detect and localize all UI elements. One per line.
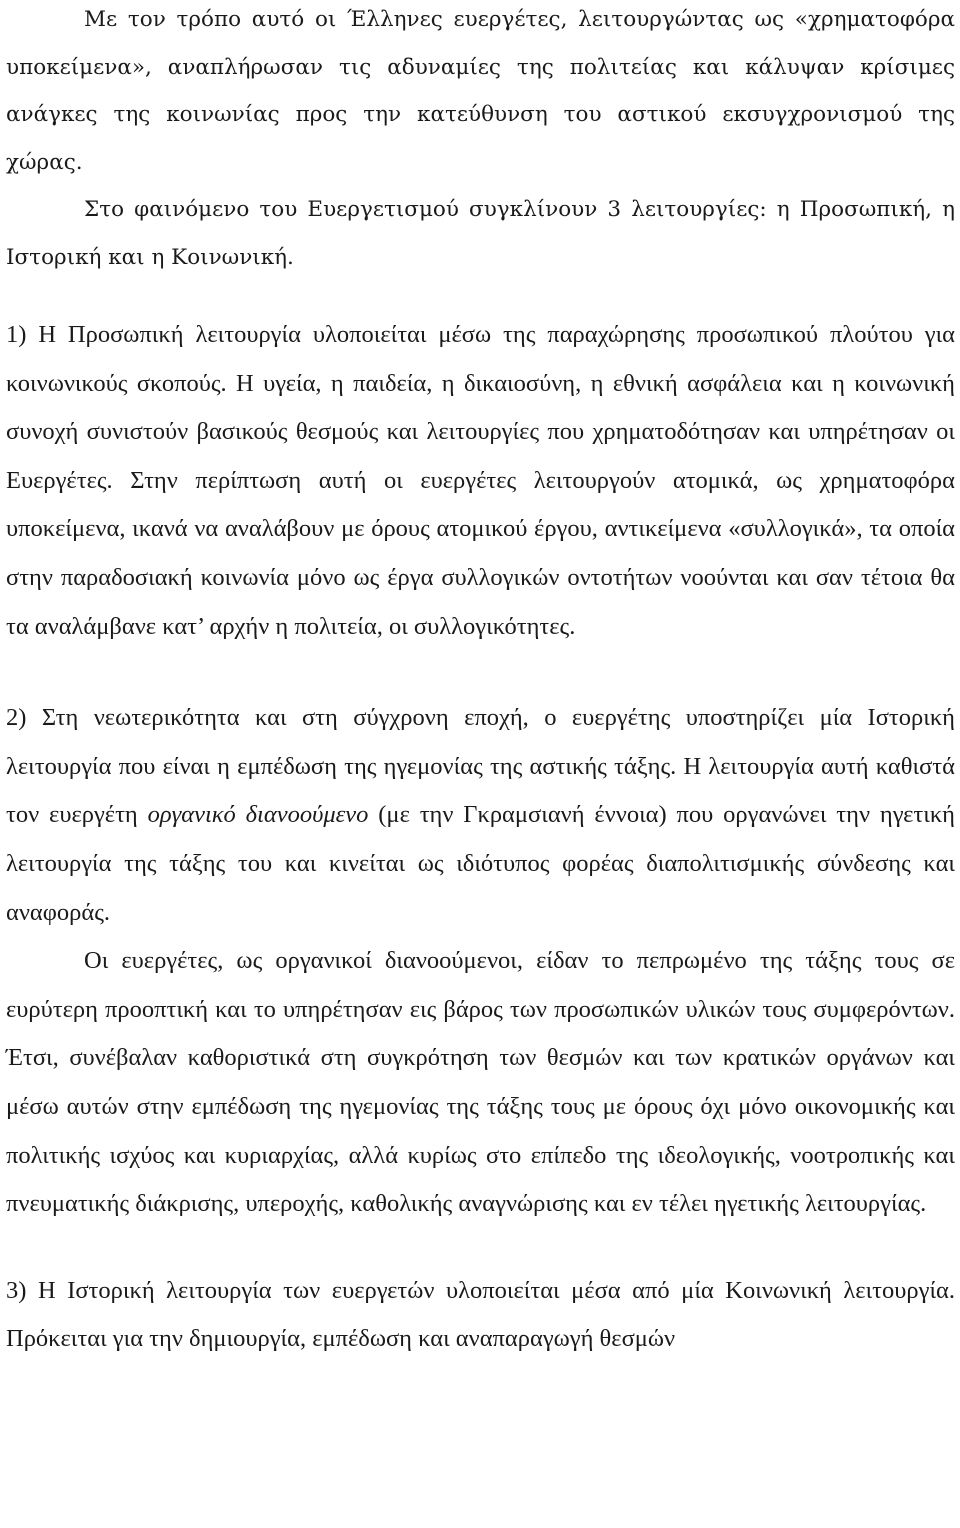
section-2-text-start: 2) Στη νεωτερικότητα και στη σύγχρονη εποχή, ο ευεργέτης υποστηρίζει μία Ιστορική λειτουργία που είναι η εμπέδωση της ηγεμονίας της αστικής τάξης. Η λειτουργία αυτή καθιστά τον ευεργέτη [6, 704, 955, 829]
section-3-paragraph: 3) Η Ιστορική λειτουργία των ευεργετών υλοποιείται μέσα από μία Κοινωνική λειτουργία. Πρόκειται για την δημιουργία, εμπέδωση και αναπαραγωγή θεσμών [6, 1276, 955, 1353]
section-1-paragraph: 1) Η Προσωπική λειτουργία υλοποιείται μέσω της παραχώρησης προσωπικού πλούτου για κοινωνικούς σκοπούς. Η υγεία, η παιδεία, η δικαιοσύνη, η εθνική ασφάλεια και η κοινωνική συνοχή συνιστούν βασικούς θεσμούς και λειτουργίες που χρηματοδότησαν και υπηρέτησαν οι Ευεργέτες. Στην περίπτωση αυτή οι ευεργέτες λειτουργούν ατομικά, ως χρηματοφόρα υποκείμενα, ικανά να αναλάβουν με όρους ατομικού έργου, αντικείμενα «συλλογικά», τα οποία στην παραδοσιακή κοινωνία μόνο ως έργα συλλογικών οντοτήτων νοούνται και σαν τέτοια θα τα αναλάμβανε κατ’ αρχήν η πολιτεία, οι συλλογικότητες. [6, 321, 955, 640]
document-page [6, 0, 955, 1364]
spacer [6, 281, 955, 311]
spacer [6, 651, 955, 694]
intro-paragraph-2: Στο φαινόμενο του Ευεργετισμού συγκλίνουν 3 λειτουργίες: η Προσωπική, η Ιστορική και η Κοινωνική. [6, 197, 955, 270]
spacer [6, 1229, 955, 1267]
section-2-continuation-paragraph: Οι ευεργέτες, ως οργανικοί διανοούμενοι, είδαν το πεπρωμένο της τάξης τους σε ευρύτερη προοπτική και το υπηρέτησαν εις βάρος των προσωπικών υλικών τους συμφερόντων. Έτσι, συνέβαλαν καθοριστικά στη συγκρότηση των θεσμών και των κρατικών οργάνων και μέσω αυτών στην εμπέδωση της ηγεμονίας της τάξης τους με όρους όχι μόνο οικονομικής και πολιτικής ισχύος και κυριαρχίας, αλλά κυρίως στο επίπεδο της ιδεολογικής, νοοτροπικής και πνευματικής διάκρισης, υπεροχής, καθολικής αναγνώρισης και εν τέλει ηγετικής λειτουργίας. [6, 947, 955, 1218]
section-2-italic-term: οργανικό διανοούμενο [147, 801, 369, 829]
section-2-text-end: (με την Γκραμσιανή έννοια) που οργανώνει την ηγετική λειτουργία της τάξης του και κινείται ως ιδιότυπος φορέας διαπολιτισμικής σύνδεσης και αναφοράς. [6, 801, 955, 926]
intro-paragraph-1: Με τον τρόπο αυτό οι Έλληνες ευεργέτες, λειτουργώντας ως «χρηματοφόρα υποκείμενα», αναπλήρωσαν τις αδυναμίες της πολιτείας και κάλυψαν κρίσιμες ανάγκες της κοινωνίας προς την κατεύθυνση του αστικού εκσυγχρονισμού της χώρας. [6, 7, 955, 175]
section-2-paragraph [6, 694, 955, 937]
